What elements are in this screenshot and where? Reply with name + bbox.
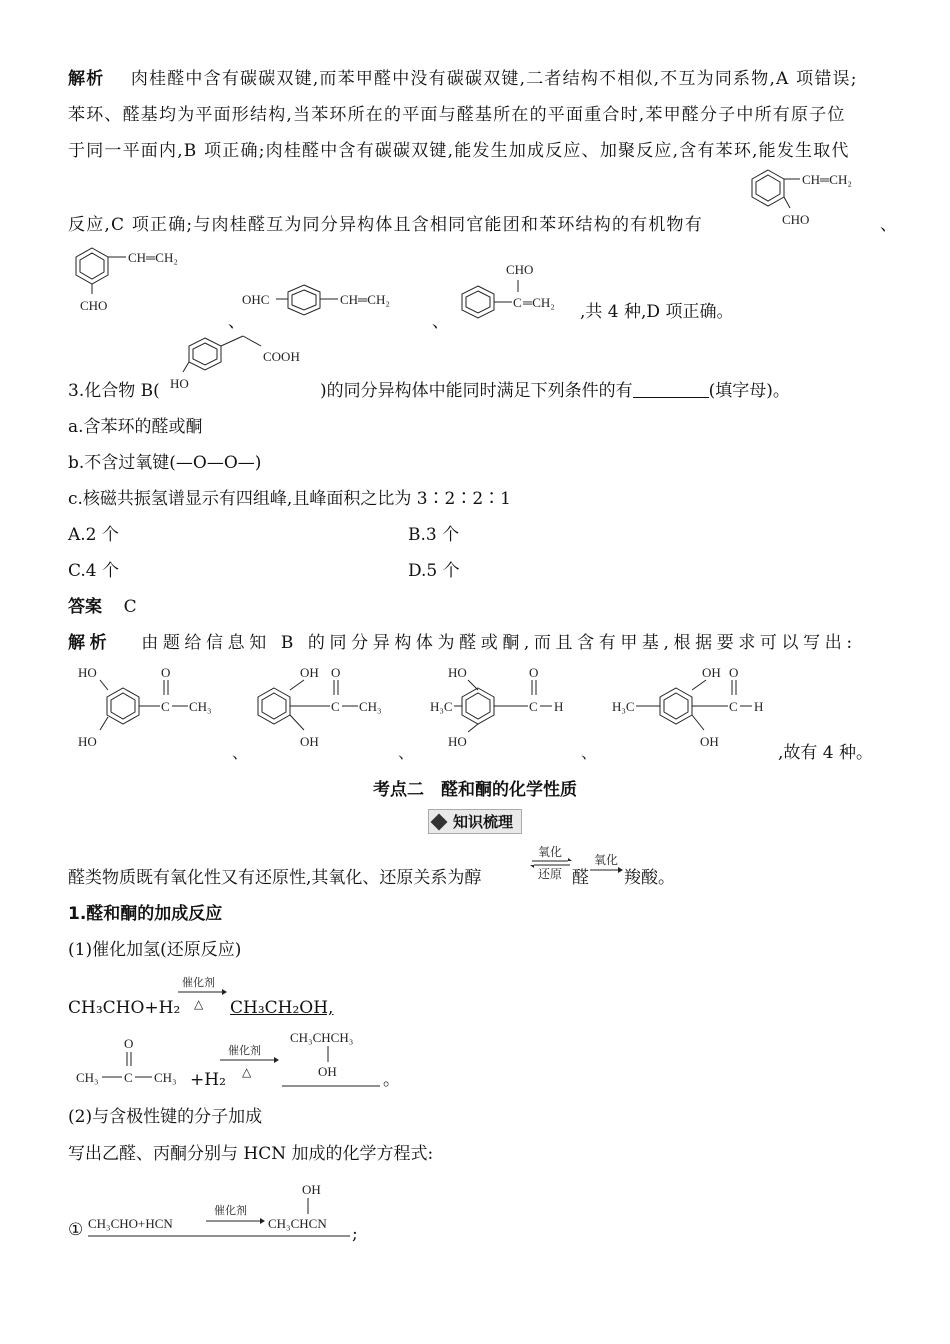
svg-text:HO: HO xyxy=(448,665,467,680)
option-c[interactable]: C.4 个 xyxy=(68,561,120,581)
condition-a: a.含苯环的醛或酮 xyxy=(68,417,203,437)
condition-b: b.不含过氧键(—O—O—) xyxy=(68,453,262,473)
svg-text:C: C xyxy=(161,699,170,714)
eq2-end: 。 xyxy=(383,1070,400,1090)
svg-text:C: C xyxy=(331,699,340,714)
svg-text:H₃C: H₃C xyxy=(612,699,635,714)
section-title: 考点二 醛和酮的化学性质 xyxy=(373,780,577,800)
svg-text:CHO: CHO xyxy=(782,212,810,227)
eq3-end: ; xyxy=(352,1224,358,1244)
eq1-right: CH₃CH₂OH, xyxy=(230,998,334,1018)
svg-text:、: 、 xyxy=(398,745,415,760)
analysis-label: 解析 xyxy=(68,69,105,89)
isomer-tail: ,故有 4 种。 xyxy=(778,743,874,763)
svg-text:CH₃CHCN: CH₃CHCN xyxy=(268,1216,327,1231)
question-suffix: )的同分异构体中能同时满足下列条件的有 xyxy=(320,381,633,401)
acetone-hydrogenation xyxy=(68,1030,398,1100)
svg-text:CH═CH₂: CH═CH₂ xyxy=(802,172,852,187)
svg-text:CH₃: CH₃ xyxy=(154,1070,177,1085)
analysis-line-4: 反应,C 项正确;与肉桂醛互为同分异构体且含相同官能团和苯环结构的有机物有 xyxy=(68,215,703,235)
analysis-line-3: 于同一平面内,B 项正确;肉桂醛中含有碳碳双键,能发生加成反应、加聚反应,含有苯环,能发生取代 xyxy=(68,141,850,161)
svg-text:OH: OH xyxy=(702,665,721,680)
question-3-stem-cont xyxy=(320,379,790,403)
answer-line xyxy=(68,595,137,619)
structure-ortho-styrene-aldehyde xyxy=(740,164,890,236)
svg-text:O: O xyxy=(529,665,539,680)
isomer-structures xyxy=(68,660,888,760)
svg-text:H: H xyxy=(554,699,564,714)
redox-double-arrow xyxy=(530,842,574,884)
svg-text:H₃C: H₃C xyxy=(430,699,453,714)
svg-text:C: C xyxy=(124,1070,133,1085)
svg-text:催化剂: 催化剂 xyxy=(214,1205,247,1217)
knowledge-badge-wrap xyxy=(0,809,950,834)
svg-text:OH: OH xyxy=(300,734,319,749)
answer-value: C xyxy=(123,597,137,617)
svg-text:OH: OH xyxy=(318,1064,337,1079)
svg-text:OHC: OHC xyxy=(242,292,270,307)
svg-text:催化剂: 催化剂 xyxy=(228,1045,261,1057)
svg-text:还原: 还原 xyxy=(538,867,563,881)
svg-text:H: H xyxy=(754,699,764,714)
svg-text:OH: OH xyxy=(302,1182,321,1197)
structure-alpha-styrene-aldehyde xyxy=(456,254,581,322)
svg-text:CH═CH₂: CH═CH₂ xyxy=(128,250,178,265)
analysis-text: 由题给信息知 B 的同分异构体为醛或酮,而且含有甲基,根据要求可以写出: xyxy=(141,633,857,653)
svg-text:CHO: CHO xyxy=(80,298,108,313)
option-d[interactable]: D.5 个 xyxy=(408,561,460,581)
svg-text:、: 、 xyxy=(232,745,249,760)
svg-text:氧化: 氧化 xyxy=(594,853,619,867)
svg-text:HO: HO xyxy=(78,734,97,749)
question-after-blank: (填字母)。 xyxy=(708,381,790,401)
separator: 、 xyxy=(880,215,897,235)
svg-text:CH₃: CH₃ xyxy=(189,699,212,714)
answer-blank[interactable] xyxy=(633,381,709,398)
structure-para-styrene-aldehyde xyxy=(242,280,432,320)
svg-text:催化剂: 催化剂 xyxy=(182,977,215,989)
svg-text:O: O xyxy=(331,665,341,680)
knowledge-badge: 知识梳理 xyxy=(428,809,522,834)
svg-text:C: C xyxy=(529,699,538,714)
separator: 、 xyxy=(432,312,449,332)
svg-text:CH₃: CH₃ xyxy=(76,1070,99,1085)
analysis-tail: ,共 4 种,D 项正确。 xyxy=(580,302,734,322)
analysis-line-2: 苯环、醛基均为平面形结构,当苯环所在的平面与醛基所在的平面重合时,苯甲醛分子中所有原子位 xyxy=(68,105,846,125)
structure-meta-styrene-aldehyde xyxy=(68,240,258,315)
analysis-2-line xyxy=(68,631,857,655)
intro-acid: 羧酸。 xyxy=(624,868,675,888)
svg-text:CH═CH₂: CH═CH₂ xyxy=(340,292,390,307)
structure-compound-b xyxy=(165,332,325,392)
intro-aldehyde: 醛 xyxy=(572,868,589,888)
svg-text:C: C xyxy=(729,699,738,714)
svg-text:O: O xyxy=(729,665,739,680)
heading-addition: 1.醛和酮的加成反应 xyxy=(68,904,223,924)
svg-text:氧化: 氧化 xyxy=(538,845,563,859)
svg-text:═CH₂: ═CH₂ xyxy=(523,295,555,310)
hcn-addition-equation xyxy=(88,1180,358,1240)
analysis-text: 肉桂醛中含有碳碳双键,而苯甲醛中没有碳碳双键,二者结构不相似,不互为同系物,A 项错误; xyxy=(130,69,858,89)
heading-polar: (2)与含极性键的分子加成 xyxy=(68,1107,263,1127)
isomer-3 xyxy=(430,665,563,749)
eq3-number: ① xyxy=(68,1220,84,1240)
isomer-4 xyxy=(612,665,763,749)
question-prefix: 3.化合物 B( xyxy=(68,381,160,401)
svg-text:△: △ xyxy=(194,997,204,1011)
svg-text:C: C xyxy=(513,295,522,310)
answer-label: 答案 xyxy=(68,597,102,617)
analysis-label: 解析 xyxy=(68,633,112,653)
svg-text:HO: HO xyxy=(170,376,189,391)
svg-text:HO: HO xyxy=(78,665,97,680)
svg-text:OH: OH xyxy=(300,665,319,680)
intro-line: 醛类物质既有氧化性又有还原性,其氧化、还原关系为醇 xyxy=(68,868,482,888)
separator: 、 xyxy=(228,312,245,332)
svg-text:CH₃CHCH₃: CH₃CHCH₃ xyxy=(290,1030,354,1045)
svg-text:OH: OH xyxy=(700,734,719,749)
svg-text:CH₃: CH₃ xyxy=(359,699,382,714)
svg-text:、: 、 xyxy=(581,745,598,760)
svg-text:△: △ xyxy=(242,1065,252,1079)
hcn-instruction: 写出乙醛、丙酮分别与 HCN 加成的化学方程式: xyxy=(68,1144,434,1164)
svg-text:O: O xyxy=(161,665,171,680)
eq1-left: CH₃CHO+H₂ xyxy=(68,998,181,1018)
svg-text:COOH: COOH xyxy=(263,349,300,364)
isomer-2 xyxy=(258,665,382,749)
svg-text:CH₃CHO+HCN: CH₃CHO+HCN xyxy=(88,1216,173,1231)
diamond-icon xyxy=(430,814,447,831)
svg-text:CHO: CHO xyxy=(506,262,534,277)
option-a[interactable]: A.2 个 xyxy=(68,525,119,545)
eq2-plus-h2: +H₂ xyxy=(190,1070,226,1090)
heading-hydrogenation: (1)催化加氢(还原反应) xyxy=(68,940,242,960)
isomer-1 xyxy=(78,665,212,749)
option-b[interactable]: B.3 个 xyxy=(408,525,460,545)
condition-c: c.核磁共振氢谱显示有四组峰,且峰面积之比为 3∶2∶2∶1 xyxy=(68,489,511,509)
oxidation-arrow xyxy=(588,850,624,880)
svg-text:HO: HO xyxy=(448,734,467,749)
question-3-stem xyxy=(68,379,160,403)
analysis-line-1 xyxy=(68,67,858,91)
catalyst-arrow xyxy=(176,972,228,1014)
svg-text:O: O xyxy=(124,1036,134,1051)
